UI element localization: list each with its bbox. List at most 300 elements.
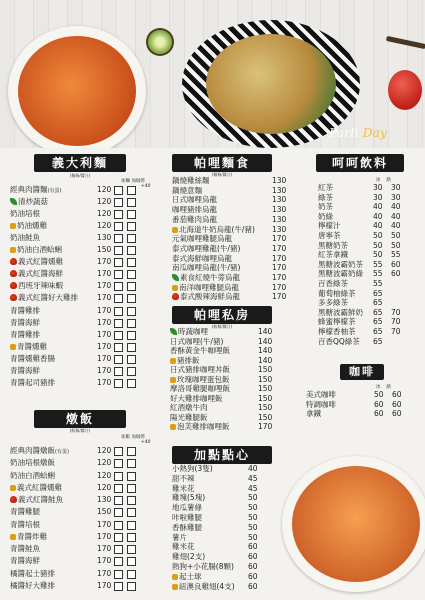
- checkbox-square: [127, 379, 136, 388]
- menu-item-price-cold: 40: [373, 221, 383, 231]
- menu-item-price-cold: 50: [373, 240, 383, 250]
- checkbox-square: [114, 459, 123, 468]
- checkbox-square: [127, 331, 136, 340]
- checkbox-square: [127, 496, 136, 505]
- menu-item-price: 50: [248, 493, 258, 503]
- menu-item: [172, 552, 258, 562]
- menu-item-price: 50: [248, 513, 258, 522]
- chili-icon: [10, 282, 17, 289]
- risotto-col-headers: 加飯 加焗烤 +40: [121, 435, 151, 445]
- recommended-icon: [172, 285, 178, 291]
- menu-item: [172, 224, 287, 235]
- menu-item-price: 140: [258, 346, 273, 355]
- menu-item: [10, 580, 112, 591]
- checkbox-square: [114, 472, 123, 481]
- menu-item-price: 120: [97, 470, 112, 480]
- menu-item: [172, 581, 258, 592]
- menu-item-price: 150: [97, 245, 112, 255]
- menu-item-name: 青醬雞腿: [10, 507, 40, 517]
- menu-item-price: 140: [258, 355, 273, 365]
- menu-item: [170, 336, 273, 347]
- checkbox-square: [114, 355, 123, 364]
- menu-item-name: 義式紅醬鮭魚: [18, 495, 63, 504]
- checkbox-square: [127, 582, 136, 591]
- menu-item: [10, 209, 112, 219]
- menu-item-price: 120: [97, 458, 112, 468]
- menu-item-name: 百香綠茶: [318, 279, 348, 288]
- menu-item: [318, 327, 401, 337]
- menu-item-price: 150: [258, 365, 273, 374]
- menu-item-price-cold: 65: [373, 327, 383, 336]
- menu-item: [10, 353, 112, 364]
- checkbox-square: [114, 521, 123, 530]
- checkbox-square: [114, 557, 123, 566]
- menu-item-price-cold: 55: [373, 269, 383, 279]
- menu-item-price: 170: [97, 544, 112, 553]
- menu-item: [318, 202, 401, 212]
- menu-item-name: 美式咖啡: [306, 390, 336, 399]
- menu-item-name: 黑糖波霸鮮奶: [318, 307, 363, 317]
- checkbox-square: [127, 210, 136, 219]
- checkbox-square: [127, 343, 136, 352]
- menu-item-name: 泰式酸辣海鮮烏龍: [180, 292, 240, 302]
- menu-item: [10, 197, 112, 207]
- checkbox-square: [127, 282, 136, 291]
- menu-item: [172, 473, 258, 484]
- menu-item-name: 青醬海鮮: [10, 365, 40, 375]
- menu-item: [172, 542, 258, 552]
- menu-item-name: 唐寧茶: [318, 231, 341, 240]
- soup-bowl-image: [8, 26, 146, 148]
- menu-item-price-cold: 65: [373, 307, 383, 317]
- menu-item-name: 雞塊(5塊): [172, 493, 206, 503]
- menu-item-price: 130: [272, 214, 287, 224]
- vegetarian-icon: [10, 198, 17, 205]
- chili-icon: [10, 294, 17, 301]
- checkbox-square: [127, 367, 136, 376]
- menu-item-name: 雞米花: [172, 542, 195, 552]
- menu-item-price-cold: 30: [373, 183, 383, 192]
- menu-item-name: 清炒蔬菇: [18, 197, 48, 207]
- checkbox-square: [127, 319, 136, 328]
- chili-icon: [10, 258, 17, 265]
- menu-item: [10, 544, 112, 554]
- menu-item: [10, 365, 112, 376]
- checkbox-square: [127, 186, 136, 195]
- menu-item: [318, 231, 401, 241]
- checkbox-square: [127, 508, 136, 517]
- menu-item-price: 170: [97, 353, 112, 363]
- menu-item-price-hot: 70: [391, 317, 401, 327]
- menu-item: [170, 384, 273, 394]
- menu-item: [306, 390, 402, 400]
- menu-item-price: 170: [97, 329, 112, 339]
- checkbox-square: [127, 545, 136, 554]
- menu-item-price: 170: [272, 263, 287, 273]
- menu-item-price-cold: 30: [373, 192, 383, 202]
- recommended-icon: [10, 534, 16, 540]
- menu-item: [172, 243, 287, 254]
- menu-item-name: 元氣咖哩雞腿烏龍: [172, 234, 232, 244]
- checkbox-square: [127, 222, 136, 231]
- checkbox-square: [127, 270, 136, 279]
- menu-item-name: 紅茶: [318, 183, 333, 192]
- menu-item-name: 義式紅醬燻雞: [17, 482, 62, 492]
- menu-item-tag: (有蛋): [55, 449, 69, 455]
- menu-item-price: 120: [97, 209, 112, 219]
- menu-item-name: 日式咖哩(牛/豬): [170, 336, 224, 346]
- menu-item-price: 170: [97, 568, 112, 578]
- menu-item-name: 奶油白酒蛤蜊: [10, 470, 55, 480]
- menu-item-price: 40: [248, 464, 258, 473]
- menu-item-price: 170: [272, 253, 287, 263]
- menu-item-name: 拿鐵: [306, 409, 321, 419]
- checkbox-square: [127, 447, 136, 456]
- menu-item-name: 熱狗+小花腸(8顆): [172, 562, 234, 571]
- checkbox-square: [114, 484, 123, 493]
- checkbox-square: [114, 270, 123, 279]
- menu-item-price: 150: [258, 393, 273, 403]
- chili-icon: [10, 496, 17, 503]
- menu-item-price: 60: [248, 562, 258, 571]
- chili-icon: [10, 270, 17, 277]
- menu-item: [10, 446, 112, 456]
- menu-item-name: 青醬海鮮: [10, 556, 40, 566]
- checkbox-square: [127, 459, 136, 468]
- menu-item: [318, 298, 383, 308]
- menu-item-price: 170: [258, 422, 273, 431]
- menu-item: [10, 317, 112, 328]
- menu-item: [10, 185, 112, 195]
- menu-item-price: 170: [272, 273, 287, 282]
- checkbox-square: [114, 570, 123, 579]
- chili-icon: [172, 293, 179, 300]
- menu-item: [170, 422, 273, 432]
- menu-item-price: 170: [97, 269, 112, 279]
- menu-item-name: 番茄雞肉烏龍: [172, 214, 217, 224]
- brand-logo: Parli Day: [329, 126, 388, 140]
- checkbox-square: [114, 367, 123, 376]
- menu-item: [172, 571, 258, 582]
- menu-item: [10, 482, 112, 493]
- menu-item-price: 120: [97, 482, 112, 492]
- menu-item-name: 南洋咖哩雞腿烏龍: [179, 282, 239, 292]
- menu-item: [172, 464, 258, 474]
- menu-item-name: 素食紅燒牛蒡烏龍: [180, 273, 240, 282]
- kiwi-image: [146, 28, 174, 56]
- menu-item: [10, 568, 112, 579]
- risotto-header: 燉飯: [34, 410, 126, 428]
- menu-item-price: 170: [97, 365, 112, 375]
- menu-item: [318, 183, 401, 193]
- checkbox-square: [127, 258, 136, 267]
- menu-item: [172, 234, 287, 244]
- menu-item: [10, 377, 112, 388]
- menu-item-name: 奶油燻雞: [17, 221, 47, 231]
- menu-item-name: 西班牙辣味蝦: [18, 281, 63, 291]
- checkbox-square: [114, 258, 123, 267]
- menu-item: [10, 281, 112, 291]
- menu-item-price-cold: 65: [373, 317, 383, 327]
- menu-item-name: 檸檬汁: [318, 221, 341, 231]
- seafood-bowl-image: [282, 456, 425, 592]
- menu-item-price: 170: [97, 519, 112, 529]
- curry-noodle-sub: (麵條/醬汁): [211, 172, 233, 177]
- menu-item-price: 150: [258, 374, 273, 384]
- menu-item-price: 130: [272, 195, 287, 205]
- menu-item-price: 170: [272, 282, 287, 292]
- checkbox-square: [127, 484, 136, 493]
- menu-item-name: 薯片: [172, 532, 187, 542]
- vegetarian-icon: [172, 274, 179, 281]
- menu-item-name: 橘醬好大雞排: [10, 580, 55, 590]
- checkbox-square: [114, 533, 123, 542]
- menu-item-price-hot: 40: [391, 202, 401, 212]
- menu-item-name: 北海道牛奶烏龍(牛/豬): [179, 224, 255, 234]
- checkbox-square: [114, 496, 123, 505]
- checkbox-square: [114, 545, 123, 554]
- menu-item-price: 140: [258, 336, 273, 346]
- menu-item: [10, 556, 112, 566]
- checkbox-square: [114, 319, 123, 328]
- menu-item: [10, 341, 112, 352]
- menu-item-name: 黑糖奶茶: [318, 240, 348, 250]
- pasta-header: 義大利麵: [34, 154, 126, 172]
- menu-item: [318, 250, 401, 260]
- menu-item-price: 45: [248, 473, 258, 483]
- menu-item-name: 泰式咖哩雞龍(牛/豬): [172, 243, 241, 253]
- curry-rice-sub: (飯類/醬汁): [211, 324, 233, 329]
- menu-item-price: 60: [248, 581, 258, 591]
- menu-item-name: 摩洛哥雞腿咖哩飯: [170, 384, 230, 393]
- menu-item-name: 經典肉醬麵: [10, 185, 48, 194]
- menu-item-name: 青醬雞排: [10, 329, 40, 339]
- menu-item-name: 奶油培根: [10, 209, 40, 219]
- recommended-icon: [10, 223, 16, 229]
- menu-item-name: 奶油鮭魚: [10, 233, 40, 243]
- menu-item-price-cold: 40: [373, 202, 383, 212]
- menu-item-name: 特調咖啡: [306, 399, 336, 409]
- menu-item-price: 130: [272, 205, 287, 215]
- menu-item-name: 日式豬排咖哩丼飯: [170, 365, 230, 374]
- checkbox-square: [127, 307, 136, 316]
- menu-item: [170, 374, 273, 385]
- checkbox-square: [114, 282, 123, 291]
- tomato-image: [388, 70, 422, 110]
- menu-item-price: 150: [258, 403, 273, 412]
- menu-item-price: 170: [97, 556, 112, 566]
- menu-item-name: 青醬鮭魚: [10, 544, 40, 553]
- menu-item-price-cold: 50: [373, 250, 383, 260]
- menu-item-price: 170: [272, 292, 287, 302]
- menu-item-name: 經典肉醬燉飯: [10, 446, 55, 455]
- menu-item-price: 60: [248, 552, 258, 562]
- menu-item: [170, 365, 273, 375]
- menu-item-price: 150: [258, 412, 273, 422]
- checkbox-square: [127, 533, 136, 542]
- menu-item-price-cold: 50: [373, 231, 383, 240]
- menu-item-price-hot: 50: [391, 231, 401, 240]
- menu-item-price: 170: [97, 257, 112, 267]
- menu-item-name: 青醬炸雞: [17, 531, 47, 541]
- menu-item-tag: (有蛋): [47, 188, 62, 194]
- coffee-col-headers: 冰 熱: [376, 385, 391, 390]
- menu-item: [170, 355, 273, 366]
- checkbox-square: [114, 582, 123, 591]
- menu-item-price: 120: [97, 185, 112, 194]
- menu-item: [10, 233, 112, 243]
- checkbox-square: [127, 570, 136, 579]
- checkbox-square: [114, 234, 123, 243]
- checkbox-square: [127, 294, 136, 303]
- menu-item-price: 130: [272, 185, 287, 195]
- menu-item-price: 170: [97, 341, 112, 351]
- checkbox-square: [114, 198, 123, 207]
- menu-item-name: 奶油白酒蛤蜊: [17, 245, 62, 255]
- menu-item: [10, 519, 112, 530]
- menu-item-price-cold: 65: [373, 288, 383, 298]
- menu-item-name: 紅酒燉牛肉: [170, 403, 208, 412]
- recommended-icon: [172, 574, 178, 580]
- menu-item: [318, 317, 401, 327]
- checkbox-square: [114, 186, 123, 195]
- menu-item-name: 義式紅醬燻雞: [18, 257, 63, 267]
- menu-item-price: 120: [97, 221, 112, 231]
- menu-item-price-hot: 60: [391, 269, 401, 279]
- menu-item-name: 時蔬咖哩: [178, 327, 208, 336]
- menu-item-name: 多多綠茶: [318, 298, 348, 308]
- menu-item-price: 60: [248, 542, 258, 552]
- checkbox-square: [114, 508, 123, 517]
- checkbox-square: [114, 222, 123, 231]
- menu-item-name: 日式咖哩烏龍: [172, 195, 217, 205]
- menu-item-name: 綠茶: [318, 192, 333, 202]
- menu-item-name: 玫瑰咖哩蛋包飯: [177, 374, 230, 384]
- menu-item-price-cold: 65: [373, 336, 383, 346]
- recommended-icon: [10, 485, 16, 491]
- menu-item-name: 紐澳良雞翅(4支): [179, 581, 235, 591]
- menu-item-price-hot: 30: [391, 183, 401, 192]
- pasta-sub: (麵條/醬汁): [69, 173, 91, 178]
- menu-item-price: 130: [97, 495, 112, 504]
- menu-item: [10, 269, 112, 279]
- menu-item-price: 170: [97, 281, 112, 291]
- checkbox-square: [127, 246, 136, 255]
- menu-item-price-hot: 30: [391, 192, 401, 202]
- menu-item-name: 蜂蜜檸檬茶: [318, 317, 356, 327]
- menu-item-name: 泡芙雞排咖哩飯: [177, 422, 230, 431]
- menu-item-price: 170: [97, 317, 112, 327]
- menu-item: [172, 205, 287, 215]
- menu-item-name: 檸檬香柚茶: [318, 327, 356, 336]
- menu-item-name: 百香QQ綠茶: [318, 336, 360, 346]
- hero-banner: [0, 0, 425, 148]
- checkbox-square: [114, 331, 123, 340]
- checkbox-square: [127, 355, 136, 364]
- menu-item: [10, 531, 112, 542]
- menu-item: [172, 562, 258, 572]
- menu-item-price-hot: 60: [392, 390, 402, 399]
- menu-item: [170, 393, 273, 404]
- menu-item-price-cold: 50: [374, 390, 384, 399]
- menu-item-price: 170: [272, 243, 287, 253]
- menu-item-price: 170: [97, 531, 112, 541]
- checkbox-square: [114, 307, 123, 316]
- menu-item: [172, 503, 258, 513]
- menu-item-price: 50: [248, 532, 258, 542]
- drinks-header: 呵呵飲料: [316, 154, 404, 172]
- menu-item-price: 120: [97, 446, 112, 455]
- menu-item-name: 青醬雞排: [10, 305, 40, 315]
- checkbox-square: [127, 472, 136, 481]
- menu-item-price: 45: [248, 483, 258, 493]
- drinks-col-headers: 冰 熱: [376, 178, 391, 183]
- checkbox-square: [127, 198, 136, 207]
- menu-item: [172, 292, 287, 302]
- checkbox-square: [127, 521, 136, 530]
- menu-item-price-cold: 65: [373, 298, 383, 308]
- vegetarian-icon: [170, 328, 177, 335]
- menu-item-price: 170: [97, 580, 112, 590]
- menu-item: [172, 493, 258, 503]
- menu-item-price: 170: [272, 234, 287, 244]
- menu-item: [172, 195, 287, 205]
- menu-item-name: 南瓜咖哩烏龍(牛/豬): [172, 263, 241, 273]
- menu-item-price-cold: 60: [374, 399, 384, 409]
- menu-item-name: 青醬燻雞: [17, 341, 47, 351]
- menu-item: [10, 495, 112, 505]
- menu-item: [172, 522, 258, 533]
- menu-item-price-hot: 60: [392, 409, 402, 419]
- menu-item: [10, 470, 112, 481]
- menu-item-name: 小熱狗(3隻): [172, 464, 213, 473]
- checkbox-square: [114, 246, 123, 255]
- menu-item-name: 泰式海鮮咖哩烏龍: [172, 253, 232, 263]
- menu-item: [10, 305, 112, 316]
- menu-item-price: 60: [248, 571, 258, 581]
- menu-item-price-hot: 40: [391, 211, 401, 221]
- recommended-icon: [10, 247, 16, 253]
- menu-item-name: 黑糖波霸奶茶: [318, 259, 363, 269]
- menu-item-price-hot: 40: [391, 221, 401, 231]
- menu-item-name: 鍋燒雞絲麵: [172, 176, 210, 185]
- menu-item-name: 咖哩豬排烏龍: [172, 205, 217, 215]
- recommended-icon: [170, 377, 176, 383]
- menu-item: [10, 245, 112, 255]
- recommended-icon: [170, 424, 176, 430]
- menu-item-price: 150: [258, 384, 273, 393]
- menu-item-name: 鍋燒意麵: [172, 185, 202, 195]
- menu-item-name: 黑糖波霸奶綠: [318, 269, 363, 279]
- checkbox-square: [127, 557, 136, 566]
- menu-item-name: 青醬起司豬排: [10, 377, 55, 387]
- menu-item-price: 170: [97, 377, 112, 387]
- menu-item: [172, 273, 287, 283]
- menu-item: [172, 263, 287, 273]
- menu-item-name: 青醬海鮮: [10, 317, 40, 327]
- menu-item-price: 150: [97, 507, 112, 517]
- risotto-sub: (飯類/醬汁): [69, 428, 91, 433]
- pasta-col-headers: 加麵 加焗烤 +40: [121, 179, 151, 189]
- menu-item: [170, 346, 273, 356]
- menu-item-name: 紅茶拿鐵: [318, 250, 348, 260]
- menu-item: [318, 269, 401, 279]
- menu-item-name: 香酥黃金牛咖哩飯: [170, 346, 230, 355]
- menu-item: [170, 327, 273, 337]
- checkbox-square: [114, 210, 123, 219]
- menu-item-name: 葡萄柚綠茶: [318, 288, 356, 298]
- menu-item-price: 120: [97, 197, 112, 207]
